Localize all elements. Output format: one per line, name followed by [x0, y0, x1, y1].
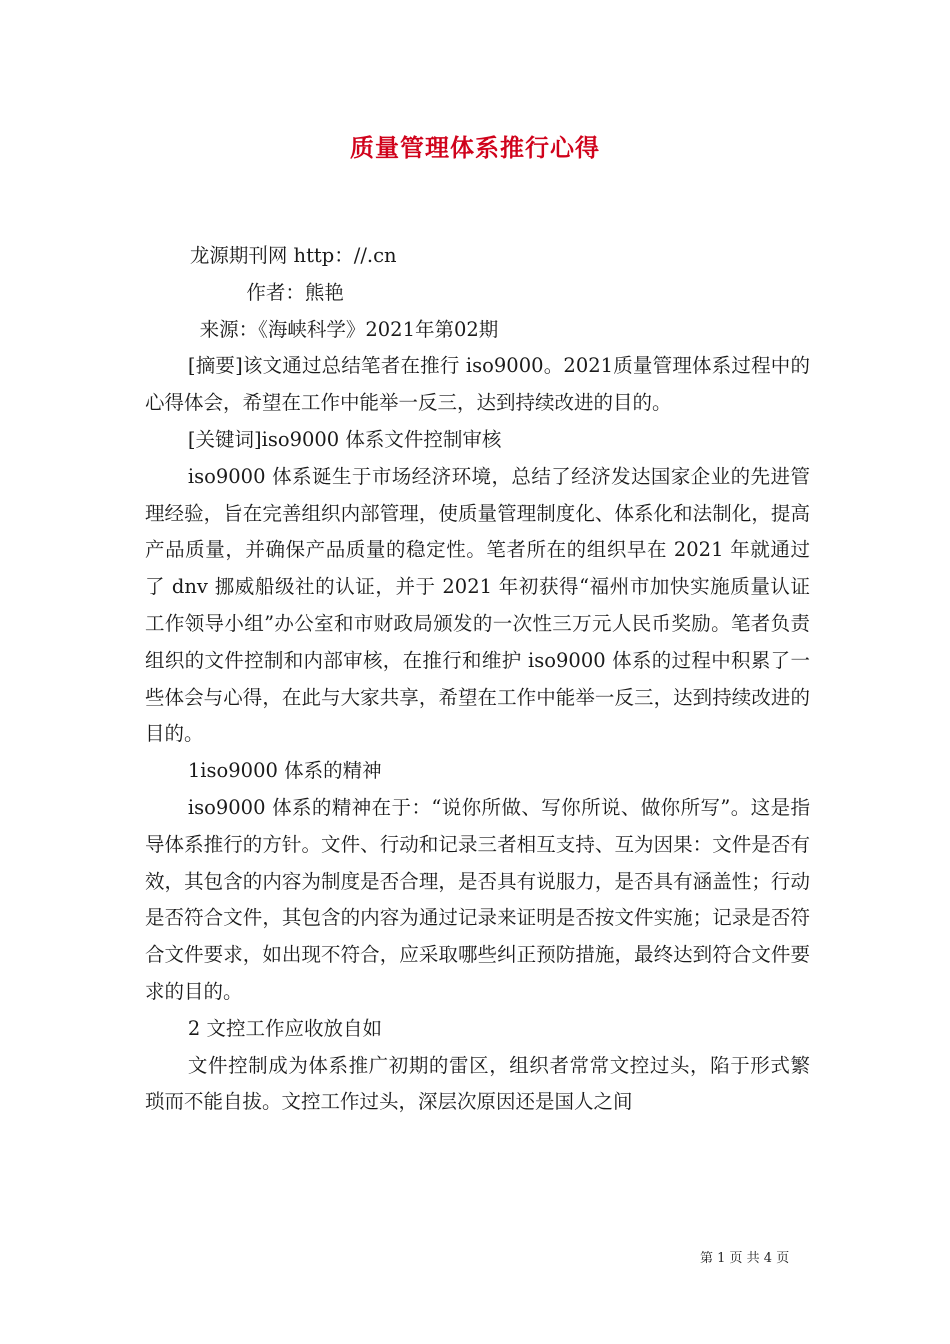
- source-line: 来源：《海峡科学》2021年第02期: [199, 317, 499, 341]
- site-line: 龙源期刊网 http：//.cn: [189, 244, 397, 267]
- body-paragraph: 文件控制成为体系推广初期的雷区，组织者常常文控过头，陷于形式繁琐而不能自拔。文控工作过头，深层次原因还是国人之间: [145, 1053, 810, 1114]
- page-number: 第 1 页 共 4 页: [700, 1251, 790, 1266]
- body-paragraph: iso9000 体系诞生于市场经济环境，总结了经济发达国家企业的先进管理经验，旨在完善组织内部管理，使质量管理制度化、体系化和法制化，提高产品质量，并确保产品质量的稳定性。笔者所在的组织早在 2021 年就通过了 dnv 挪威船级社的认证，并于 2021 年初获得“福州市加快实施质量认证工作领导小组”办公室和市财政局颁发的一次性三万元人民币奖励。笔者负责组织的文件控制和内部审核，在推行和维护 iso9000 体系的过程中积累了一些体会与心得，在此与大家共享，希望在工作中能举一反三，达到持续改进的目的。: [145, 464, 810, 746]
- document-title: 质量管理体系推行心得: [350, 133, 600, 162]
- keywords-paragraph: [关键词]iso9000 体系文件控制审核: [187, 427, 502, 451]
- section-heading: 1iso9000 体系的精神: [187, 759, 382, 783]
- section-heading: 2 文控工作应收放自如: [187, 1016, 382, 1040]
- abstract-paragraph: [摘要]该文通过总结笔者在推行 iso9000。2021质量管理体系过程中的心得体会，希望在工作中能举一反三，达到持续改进的目的。: [145, 354, 810, 415]
- body-paragraph: iso9000 体系的精神在于：“说你所做、写你所说、做你所写”。这是指导体系推行的方针。文件、行动和记录三者相互支持、互为因果：文件是否有效，其包含的内容为制度是否合理，是否具有说服力，是否具有涵盖性；行动是否符合文件，其包含的内容为通过记录来证明是否按文件实施；记录是否符合文件要求，如出现不符合，应采取哪些纠正预防措施，最终达到符合文件要求的目的。: [145, 795, 810, 1003]
- author-line: 作者：熊艳: [246, 280, 344, 304]
- document-body: [145, 238, 810, 1121]
